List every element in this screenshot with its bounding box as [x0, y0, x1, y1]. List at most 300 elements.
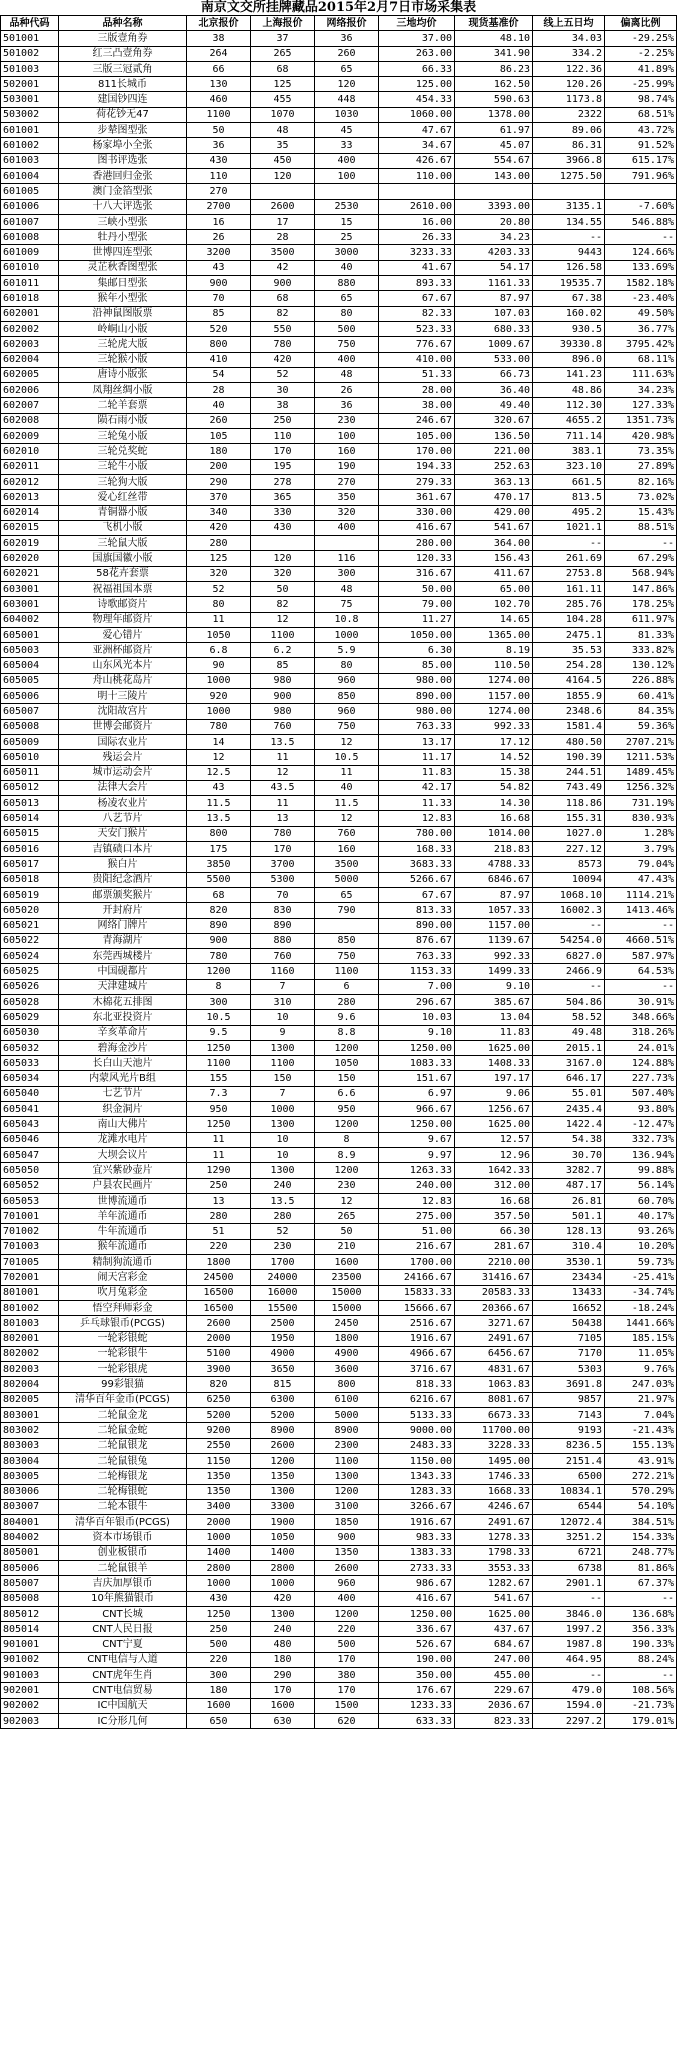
average-price-cell: 12.83 [379, 811, 455, 826]
shanghai-price-cell: 13.5 [251, 734, 315, 749]
deviation-cell: 88.24% [605, 1652, 677, 1667]
five-day-average-cell: 34.03 [533, 31, 605, 46]
beijing-price-cell: 920 [187, 689, 251, 704]
name-cell: 99彩银猫 [59, 1377, 187, 1392]
five-day-average-cell: 86.31 [533, 138, 605, 153]
shanghai-price-cell: 310 [251, 995, 315, 1010]
beijing-price-cell: 890 [187, 918, 251, 933]
deviation-cell: 49.50% [605, 306, 677, 321]
beijing-price-cell: 13 [187, 1193, 251, 1208]
deviation-cell: 111.63% [605, 367, 677, 382]
beijing-price-cell: 900 [187, 276, 251, 291]
deviation-cell: 384.51% [605, 1515, 677, 1530]
name-cell: 猴白片 [59, 857, 187, 872]
shanghai-price-cell: 3700 [251, 857, 315, 872]
shanghai-price-cell: 1100 [251, 1056, 315, 1071]
name-cell: CNT长城 [59, 1606, 187, 1621]
table-row [1, 826, 677, 841]
online-price-cell: 40 [315, 780, 379, 795]
code-cell: 605012 [1, 780, 59, 795]
average-price-cell: 1343.33 [379, 1469, 455, 1484]
five-day-average-cell: 3251.2 [533, 1530, 605, 1545]
code-cell: 605014 [1, 811, 59, 826]
average-price-cell: 50.00 [379, 581, 455, 596]
table-row [1, 459, 677, 474]
online-price-cell: 220 [315, 1622, 379, 1637]
online-price-cell: 960 [315, 704, 379, 719]
five-day-average-cell: 244.51 [533, 765, 605, 780]
beijing-price-cell: 26 [187, 230, 251, 245]
table-row [1, 245, 677, 260]
five-day-average-cell: 141.23 [533, 367, 605, 382]
online-price-cell: 850 [315, 689, 379, 704]
benchmark-price-cell: 6456.67 [455, 1346, 533, 1361]
beijing-price-cell: 2550 [187, 1438, 251, 1453]
average-price-cell: 890.00 [379, 689, 455, 704]
deviation-cell: 59.36% [605, 719, 677, 734]
five-day-average-cell: 310.4 [533, 1239, 605, 1254]
code-cell: 701001 [1, 1209, 59, 1224]
code-cell: 602002 [1, 321, 59, 336]
shanghai-price-cell: 52 [251, 1224, 315, 1239]
beijing-price-cell: 500 [187, 1637, 251, 1652]
benchmark-price-cell: 221.00 [455, 444, 533, 459]
deviation-cell: 81.33% [605, 627, 677, 642]
beijing-price-cell: 1200 [187, 964, 251, 979]
average-price-cell: 416.67 [379, 1591, 455, 1606]
shanghai-price-cell: 11 [251, 796, 315, 811]
code-cell: 502001 [1, 77, 59, 92]
name-cell: 二轮梅银蛇 [59, 1484, 187, 1499]
average-price-cell: 1916.67 [379, 1515, 455, 1530]
table-row [1, 1698, 677, 1713]
deviation-cell: 30.91% [605, 995, 677, 1010]
name-cell: 祝福祖国本票 [59, 581, 187, 596]
deviation-cell: 41.89% [605, 61, 677, 76]
average-price-cell: 15833.33 [379, 1285, 455, 1300]
code-cell: 603001 [1, 597, 59, 612]
shanghai-price-cell: 320 [251, 566, 315, 581]
five-day-average-cell: 155.31 [533, 811, 605, 826]
name-cell: 三轮鼠大版 [59, 536, 187, 551]
benchmark-price-cell: 2491.67 [455, 1515, 533, 1530]
beijing-price-cell: 6.8 [187, 643, 251, 658]
table-row [1, 260, 677, 275]
table-row [1, 857, 677, 872]
name-cell: 三轮虎大版 [59, 337, 187, 352]
name-cell: CNT电信贸易 [59, 1683, 187, 1698]
shanghai-price-cell: 450 [251, 153, 315, 168]
online-price-cell: 4900 [315, 1346, 379, 1361]
name-cell: 国际农业片 [59, 734, 187, 749]
table-row [1, 168, 677, 183]
average-price-cell: 82.33 [379, 306, 455, 321]
beijing-price-cell: 28 [187, 383, 251, 398]
average-price-cell: 5133.33 [379, 1408, 455, 1423]
shanghai-price-cell: 1300 [251, 1117, 315, 1132]
average-price-cell: 1150.00 [379, 1453, 455, 1468]
online-price-cell: 65 [315, 887, 379, 902]
five-day-average-cell: -- [533, 1668, 605, 1683]
shanghai-price-cell: 1200 [251, 1453, 315, 1468]
average-price-cell: 11.83 [379, 765, 455, 780]
online-price-cell: 8.8 [315, 1025, 379, 1040]
code-cell: 805008 [1, 1591, 59, 1606]
average-price-cell: 194.33 [379, 459, 455, 474]
table-row [1, 383, 677, 398]
average-price-cell: 28.00 [379, 383, 455, 398]
online-price-cell: 1850 [315, 1515, 379, 1530]
shanghai-price-cell: 7 [251, 1086, 315, 1101]
online-price-cell: 160 [315, 842, 379, 857]
benchmark-price-cell: 107.03 [455, 306, 533, 321]
online-price-cell: 448 [315, 92, 379, 107]
name-cell: 亚洲杯邮资片 [59, 643, 187, 658]
code-cell: 501002 [1, 46, 59, 61]
online-price-cell: 880 [315, 276, 379, 291]
five-day-average-cell: 711.14 [533, 429, 605, 444]
table-row [1, 1316, 677, 1331]
shanghai-price-cell: 1160 [251, 964, 315, 979]
benchmark-price-cell [455, 184, 533, 199]
online-price-cell: 1100 [315, 964, 379, 979]
five-day-average-cell: 1997.2 [533, 1622, 605, 1637]
table-row [1, 1132, 677, 1147]
code-cell: 803003 [1, 1438, 59, 1453]
deviation-cell: 127.33% [605, 398, 677, 413]
table-row [1, 1606, 677, 1621]
average-price-cell: 9.97 [379, 1147, 455, 1162]
online-price-cell: 23500 [315, 1270, 379, 1285]
code-cell: 605016 [1, 842, 59, 857]
shanghai-price-cell: 7 [251, 979, 315, 994]
deviation-cell: 11.05% [605, 1346, 677, 1361]
average-price-cell: 1060.00 [379, 107, 455, 122]
online-price-cell: 1100 [315, 1453, 379, 1468]
shanghai-price-cell: 9 [251, 1025, 315, 1040]
name-cell: 天津建城片 [59, 979, 187, 994]
code-cell: 603001 [1, 581, 59, 596]
five-day-average-cell: 48.86 [533, 383, 605, 398]
online-price-cell: 11.5 [315, 796, 379, 811]
five-day-average-cell: 1068.10 [533, 887, 605, 902]
five-day-average-cell: 7105 [533, 1331, 605, 1346]
shanghai-price-cell: 880 [251, 933, 315, 948]
name-cell: 红三凸壹角券 [59, 46, 187, 61]
online-price-cell: 260 [315, 46, 379, 61]
shanghai-price-cell: 1900 [251, 1515, 315, 1530]
name-cell: CNT虎年生肖 [59, 1668, 187, 1683]
beijing-price-cell: 290 [187, 474, 251, 489]
benchmark-price-cell: 2491.67 [455, 1331, 533, 1346]
name-cell: 物理年邮资片 [59, 612, 187, 627]
five-day-average-cell: 930.5 [533, 321, 605, 336]
five-day-average-cell: 227.12 [533, 842, 605, 857]
benchmark-price-cell: 437.67 [455, 1622, 533, 1637]
shanghai-price-cell: 1700 [251, 1255, 315, 1270]
online-price-cell [315, 536, 379, 551]
online-price-cell: 5000 [315, 872, 379, 887]
name-cell: 三版壹角券 [59, 31, 187, 46]
table-row [1, 61, 677, 76]
name-cell: 爱心红丝带 [59, 490, 187, 505]
code-cell: 605040 [1, 1086, 59, 1101]
shanghai-price-cell: 35 [251, 138, 315, 153]
deviation-cell: 40.17% [605, 1209, 677, 1224]
beijing-price-cell: 260 [187, 413, 251, 428]
beijing-price-cell: 10.5 [187, 1010, 251, 1025]
five-day-average-cell: 8573 [533, 857, 605, 872]
name-cell: 荷花钞无47 [59, 107, 187, 122]
benchmark-price-cell: 136.50 [455, 429, 533, 444]
beijing-price-cell: 12 [187, 750, 251, 765]
table-row [1, 1255, 677, 1270]
average-price-cell: 426.67 [379, 153, 455, 168]
average-price-cell: 1083.33 [379, 1056, 455, 1071]
code-cell: 602009 [1, 429, 59, 444]
name-cell: 贵阳纪念酒片 [59, 872, 187, 887]
online-price-cell: 3100 [315, 1499, 379, 1514]
benchmark-price-cell: 1282.67 [455, 1576, 533, 1591]
benchmark-price-cell: 541.67 [455, 520, 533, 535]
online-price-cell: 1200 [315, 1606, 379, 1621]
shanghai-price-cell: 1000 [251, 1576, 315, 1591]
benchmark-price-cell: 1157.00 [455, 918, 533, 933]
five-day-average-cell: 3282.7 [533, 1163, 605, 1178]
average-price-cell: 240.00 [379, 1178, 455, 1193]
table-row [1, 1331, 677, 1346]
beijing-price-cell: 43 [187, 780, 251, 795]
benchmark-price-cell: 86.23 [455, 61, 533, 76]
online-price-cell: 36 [315, 31, 379, 46]
deviation-cell: 1.28% [605, 826, 677, 841]
benchmark-price-cell: 364.00 [455, 536, 533, 551]
shanghai-price-cell: 815 [251, 1377, 315, 1392]
code-cell: 605050 [1, 1163, 59, 1178]
online-price-cell: 500 [315, 321, 379, 336]
online-price-cell: 280 [315, 995, 379, 1010]
average-price-cell: 3233.33 [379, 245, 455, 260]
name-cell: 10年熊猫银币 [59, 1591, 187, 1606]
beijing-price-cell: 180 [187, 1683, 251, 1698]
table-row [1, 719, 677, 734]
average-price-cell: 1383.33 [379, 1545, 455, 1560]
online-price-cell: 12 [315, 734, 379, 749]
deviation-cell: 190.33% [605, 1637, 677, 1652]
deviation-cell: 93.80% [605, 1102, 677, 1117]
beijing-price-cell: 70 [187, 291, 251, 306]
online-price-cell: 10.8 [315, 612, 379, 627]
shanghai-price-cell: 760 [251, 949, 315, 964]
deviation-cell: 59.73% [605, 1255, 677, 1270]
col-header: 线上五日均 [533, 16, 605, 31]
code-cell: 605032 [1, 1040, 59, 1055]
average-price-cell: 4966.67 [379, 1346, 455, 1361]
name-cell: 一轮彩银牛 [59, 1346, 187, 1361]
shanghai-price-cell: 110 [251, 429, 315, 444]
beijing-price-cell: 16500 [187, 1300, 251, 1315]
shanghai-price-cell: 68 [251, 291, 315, 306]
five-day-average-cell: 2753.8 [533, 566, 605, 581]
shanghai-price-cell: 430 [251, 520, 315, 535]
average-price-cell: 416.67 [379, 520, 455, 535]
code-cell: 503002 [1, 107, 59, 122]
five-day-average-cell: 1021.1 [533, 520, 605, 535]
shanghai-price-cell: 830 [251, 903, 315, 918]
shanghai-price-cell: 48 [251, 123, 315, 138]
code-cell: 605022 [1, 933, 59, 948]
online-price-cell: 750 [315, 949, 379, 964]
name-cell: CNT人民日报 [59, 1622, 187, 1637]
name-cell: 法律大会片 [59, 780, 187, 795]
online-price-cell: 11 [315, 765, 379, 780]
deviation-cell: 611.97% [605, 612, 677, 627]
average-price-cell: 6.30 [379, 643, 455, 658]
shanghai-price-cell: 120 [251, 168, 315, 183]
deviation-cell: -21.73% [605, 1698, 677, 1713]
beijing-price-cell: 54 [187, 367, 251, 382]
table-row [1, 1545, 677, 1560]
shanghai-price-cell: 8900 [251, 1423, 315, 1438]
beijing-price-cell: 430 [187, 153, 251, 168]
online-price-cell: 270 [315, 474, 379, 489]
table-row [1, 581, 677, 596]
table-row [1, 765, 677, 780]
code-cell: 605006 [1, 689, 59, 704]
name-cell: 三轮狗大版 [59, 474, 187, 489]
shanghai-price-cell: 280 [251, 1209, 315, 1224]
beijing-price-cell: 1400 [187, 1545, 251, 1560]
shanghai-price-cell: 5200 [251, 1408, 315, 1423]
deviation-cell: 247.03% [605, 1377, 677, 1392]
average-price-cell: 876.67 [379, 933, 455, 948]
beijing-price-cell: 9.5 [187, 1025, 251, 1040]
code-cell: 605024 [1, 949, 59, 964]
average-price-cell: 7.00 [379, 979, 455, 994]
average-price-cell: 216.67 [379, 1239, 455, 1254]
five-day-average-cell: 6827.0 [533, 949, 605, 964]
code-cell: 604002 [1, 612, 59, 627]
shanghai-price-cell: 630 [251, 1713, 315, 1728]
benchmark-price-cell: 429.00 [455, 505, 533, 520]
benchmark-price-cell: 1157.00 [455, 689, 533, 704]
code-cell: 602006 [1, 383, 59, 398]
table-row [1, 291, 677, 306]
benchmark-price-cell: 1274.00 [455, 704, 533, 719]
five-day-average-cell: 1173.8 [533, 92, 605, 107]
beijing-price-cell: 5200 [187, 1408, 251, 1423]
shanghai-price-cell [251, 536, 315, 551]
deviation-cell: 99.88% [605, 1163, 677, 1178]
shanghai-price-cell: 2500 [251, 1316, 315, 1331]
five-day-average-cell: 495.2 [533, 505, 605, 520]
online-price-cell: 45 [315, 123, 379, 138]
table-row [1, 689, 677, 704]
deviation-cell: 4660.51% [605, 933, 677, 948]
code-cell: 605011 [1, 765, 59, 780]
online-price-cell: 80 [315, 306, 379, 321]
benchmark-price-cell: 8.19 [455, 643, 533, 658]
table-row [1, 184, 677, 199]
code-cell: 605005 [1, 673, 59, 688]
table-row [1, 214, 677, 229]
code-cell: 601018 [1, 291, 59, 306]
average-price-cell: 316.67 [379, 566, 455, 581]
five-day-average-cell: 2435.4 [533, 1102, 605, 1117]
code-cell: 902001 [1, 1683, 59, 1698]
benchmark-price-cell: 87.97 [455, 887, 533, 902]
deviation-cell: 348.66% [605, 1010, 677, 1025]
col-header: 网络报价 [315, 16, 379, 31]
deviation-cell: -12.47% [605, 1117, 677, 1132]
shanghai-price-cell: 10 [251, 1010, 315, 1025]
benchmark-price-cell: 247.00 [455, 1652, 533, 1667]
deviation-cell: 82.16% [605, 474, 677, 489]
table-row [1, 734, 677, 749]
five-day-average-cell: 39330.8 [533, 337, 605, 352]
shanghai-price-cell: 2800 [251, 1560, 315, 1575]
table-row [1, 1117, 677, 1132]
code-cell: 602021 [1, 566, 59, 581]
table-row [1, 1300, 677, 1315]
table-row [1, 444, 677, 459]
code-cell: 802003 [1, 1362, 59, 1377]
five-day-average-cell: 3530.1 [533, 1255, 605, 1270]
benchmark-price-cell: 411.67 [455, 566, 533, 581]
table-row [1, 1423, 677, 1438]
code-cell: 605046 [1, 1132, 59, 1147]
beijing-price-cell: 11 [187, 1147, 251, 1162]
name-cell: 创业板银币 [59, 1545, 187, 1560]
shanghai-price-cell: 42 [251, 260, 315, 275]
name-cell: 东莞西城楼片 [59, 949, 187, 964]
online-price-cell: 6.6 [315, 1086, 379, 1101]
benchmark-price-cell: 66.73 [455, 367, 533, 382]
code-cell: 605030 [1, 1025, 59, 1040]
shanghai-price-cell: 85 [251, 658, 315, 673]
shanghai-price-cell: 68 [251, 61, 315, 76]
table-row [1, 704, 677, 719]
online-price-cell: 1200 [315, 1040, 379, 1055]
benchmark-price-cell: 87.97 [455, 291, 533, 306]
five-day-average-cell: 323.10 [533, 459, 605, 474]
beijing-price-cell: 11 [187, 1132, 251, 1147]
shanghai-price-cell: 82 [251, 597, 315, 612]
benchmark-price-cell: 11700.00 [455, 1423, 533, 1438]
table-row [1, 31, 677, 46]
benchmark-price-cell: 823.33 [455, 1713, 533, 1728]
shanghai-price-cell: 24000 [251, 1270, 315, 1285]
name-cell: 户县农民画片 [59, 1178, 187, 1193]
shanghai-price-cell: 1400 [251, 1545, 315, 1560]
code-cell: 601011 [1, 276, 59, 291]
five-day-average-cell: 19535.7 [533, 276, 605, 291]
beijing-price-cell: 24500 [187, 1270, 251, 1285]
deviation-cell: 34.23% [605, 383, 677, 398]
benchmark-price-cell: 1625.00 [455, 1040, 533, 1055]
average-price-cell: 15666.67 [379, 1300, 455, 1315]
deviation-cell: 68.51% [605, 107, 677, 122]
average-price-cell: 34.67 [379, 138, 455, 153]
benchmark-price-cell: 455.00 [455, 1668, 533, 1683]
online-price-cell: 100 [315, 429, 379, 444]
beijing-price-cell: 270 [187, 184, 251, 199]
code-cell: 601003 [1, 153, 59, 168]
five-day-average-cell: 479.0 [533, 1683, 605, 1698]
online-price-cell [315, 184, 379, 199]
code-cell: 902003 [1, 1713, 59, 1728]
name-cell: 图书评选张 [59, 153, 187, 168]
